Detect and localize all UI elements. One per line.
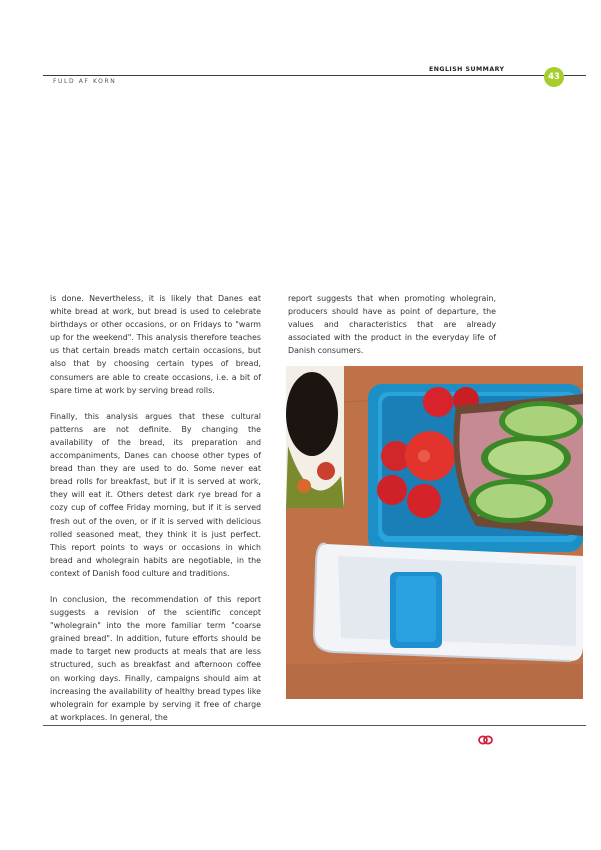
right-column [288,292,496,370]
rye-bread-sandwich [454,394,584,536]
header-rule-end [564,75,586,76]
left-column [50,292,261,737]
footer-logo-icon [478,735,493,745]
page-number-badge: 43 [544,67,564,87]
paragraph: In conclusion, the recommendation of this report suggests a revision of the scientific concept "wholegrain" into the more familiar term "coarse grained bread". In addition, future efforts should be made to target new products at meals that are less structured, such as breakfast and afternoon coffee on working days. Finally, campaigns should aim at increasing the availability of healthy bread types like wholegrain for example by serving it free of charge at workplaces. In general, the [50,594,261,722]
paragraph: Finally, this analysis argues that these cultural patterns are not definite. By changing the availability of the bread, its preparation and accompaniments, Danes can choose other types of bread than they are used to do. Some never eat bread rolls for breakfast, but if it is served at work, they will eat it. Others detest dark rye bread for a cozy cup of coffee Friday morning, but if it is served fresh out of the oven, or if it is served with delicious rolled seasoned meat, they think it is just perfect. This report points to ways or occasions in which bread and wholegrain habits are negotiable, in the context of Danish food culture and traditions. [50,411,261,578]
coffee-mug [286,366,344,508]
section-title: ENGLISH SUMMARY [429,66,505,73]
running-title-left: FULD AF KORN [53,78,117,85]
paragraph: is done. Nevertheless, it is likely that Danes eat white bread at work, but bread is used to celebrate birthdays or other occasions, or on Fridays to "warm up for the weekend". This analysis therefore teaches us that certain breads match certain occasions, but also that by choosing certain types of bread, consumers are able to create occasions, i.e. a bit of spare time at work by serving bread rolls. [50,294,261,395]
lunch-box-lid [314,544,583,661]
paragraph: report suggests that when promoting wholegrain, producers should have as point of departure, the values and characteristics that are already associated with the product in the everyday life of Danish consumers. [288,294,496,356]
header-rule [43,75,546,76]
footer-rule [43,725,586,726]
lunch-box-photo [286,366,583,699]
photo-illustration [286,366,583,699]
